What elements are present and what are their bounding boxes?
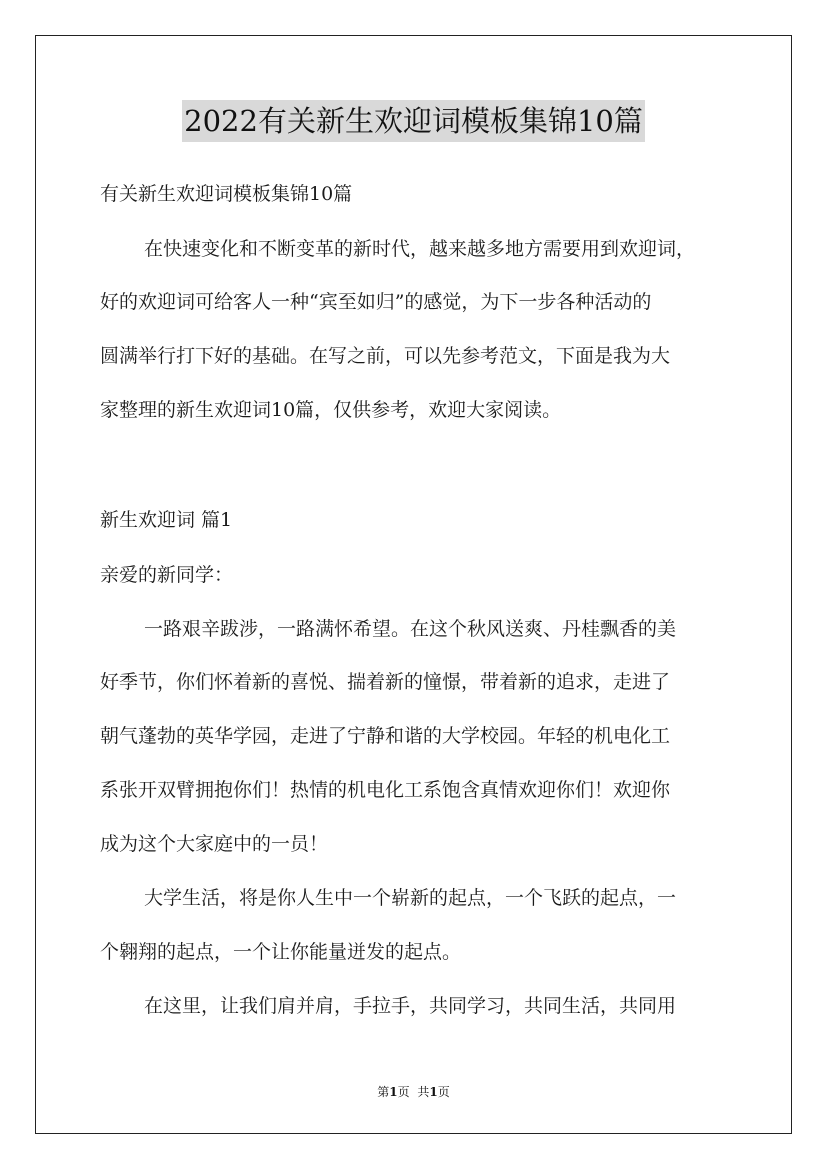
intro-line-4: 家整理的新生欢迎词10篇，仅供参考，欢迎大家阅读。 [100,399,562,421]
para2-line-2: 个翱翔的起点，一个让你能量迸发的起点。 [100,941,462,963]
total-suffix: 页 [437,1085,450,1099]
para1-line-1: 一路艰辛跋涉，一路满怀希望。在这个秋风送爽、丹桂飘香的美 [144,618,677,640]
para1-line-3: 朝气蓬勃的英华学园，走进了宁静和谐的大学校园。年轻的机电化工 [100,725,671,747]
total-pages: 1 [429,1085,438,1099]
page-suffix: 页 [397,1085,410,1099]
page-footer [0,1084,827,1100]
title-wrap [0,100,827,142]
section-heading: 新生欢迎词 篇1 [100,509,233,531]
intro-line-3: 圆满举行打下好的基础。在写之前，可以先参考范文，下面是我为大 [100,345,671,367]
intro-line-1: 在快速变化和不断变革的新时代，越来越多地方需要用到欢迎词， [144,238,696,260]
para3-line-1: 在这里，让我们肩并肩，手拉手，共同学习，共同生活，共同用 [144,995,677,1017]
page-number: 1 [389,1085,398,1099]
para1-line-4: 系张开双臂拥抱你们！热情的机电化工系饱含真情欢迎你们！欢迎你 [100,779,671,801]
page-prefix: 第 [377,1085,390,1099]
document-title: 2022有关新生欢迎词模板集锦10篇 [182,100,645,142]
intro-line-2: 好的欢迎词可给客人一种“宾至如归”的感觉，为下一步各种活动的 [100,291,652,313]
para1-line-2: 好季节，你们怀着新的喜悦、揣着新的憧憬，带着新的追求，走进了 [100,671,671,693]
salutation: 亲爱的新同学： [100,564,234,586]
para1-line-5: 成为这个大家庭中的一员！ [100,833,329,855]
para2-line-1: 大学生活，将是你人生中一个崭新的起点，一个飞跃的起点，一 [144,887,677,909]
subtitle: 有关新生欢迎词模板集锦10篇 [100,183,353,205]
total-prefix: 共 [417,1085,430,1099]
